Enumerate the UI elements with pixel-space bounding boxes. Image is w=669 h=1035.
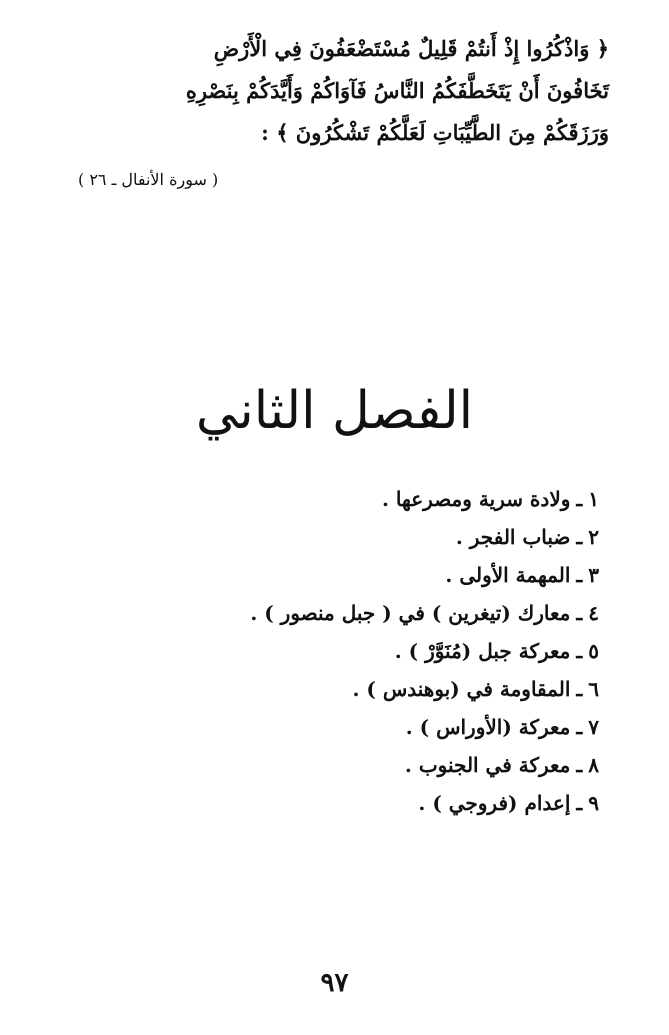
chapter-title: الفصل الثاني (195, 380, 474, 441)
list-item (59, 480, 599, 518)
chapter-contents-list (59, 480, 599, 822)
item-dash: ـ (576, 791, 583, 815)
item-text: معركة (الأوراس ) . (405, 715, 571, 739)
list-item (59, 746, 599, 784)
item-dash: ـ (576, 487, 583, 511)
item-text: المهمة الأولى . (445, 563, 571, 587)
item-dash: ـ (576, 715, 583, 739)
item-number: ٩ (588, 791, 599, 815)
item-text: معركة في الجنوب . (404, 753, 571, 777)
item-dash: ـ (576, 639, 583, 663)
item-dash: ـ (576, 677, 583, 701)
item-number: ٣ (588, 563, 599, 587)
item-dash: ـ (576, 525, 583, 549)
item-number: ٢ (588, 525, 599, 549)
list-item (59, 594, 599, 632)
item-dash: ـ (576, 601, 583, 625)
list-item (59, 670, 599, 708)
list-item (59, 632, 599, 670)
list-item (59, 556, 599, 594)
item-number: ٦ (588, 677, 599, 701)
item-number: ٨ (588, 753, 599, 777)
verse-line-3: وَرَزَقَكُمْ مِنَ الطَّيِّبَاتِ لَعَلَّكُمْ تَشْكُرُونَ ﴾ : (261, 120, 609, 145)
item-number: ٥ (588, 639, 599, 663)
list-item (59, 518, 599, 556)
item-text: معركة جبل (مُنَوَّرْ ) . (394, 639, 571, 663)
item-text: ولادة سرية ومصرعها . (382, 487, 571, 511)
verse-line-1: ﴿ وَاذْكُرُوا إِذْ أَنتُمْ قَلِيلٌ مُسْتَضْعَفُونَ فِي الْأَرْضِ (213, 36, 609, 61)
item-number: ٧ (588, 715, 599, 739)
item-text: إعدام (فروجي ) . (418, 791, 571, 815)
item-dash: ـ (576, 563, 583, 587)
verse-line-2: تَخَافُونَ أَنْ يَتَخَطَّفَكُمُ النَّاسُ فَآوَاكُمْ وَأَيَّدَكُمْ بِنَصْرِهِ (185, 78, 609, 103)
item-text: معارك (تيغرين ) في ( جبل منصور ) . (250, 601, 571, 625)
item-text: المقاومة في (بوهندس ) . (352, 677, 571, 701)
item-number: ٤ (588, 601, 599, 625)
list-item (59, 784, 599, 822)
verse-citation: ( سورة الأنفال ـ ٢٦ ) (78, 170, 219, 189)
list-item (59, 708, 599, 746)
item-number: ١ (588, 487, 599, 511)
quran-verse-block (49, 28, 609, 154)
item-dash: ـ (576, 753, 583, 777)
page-number: ٩٧ (320, 968, 349, 998)
item-text: ضباب الفجر . (455, 525, 571, 549)
